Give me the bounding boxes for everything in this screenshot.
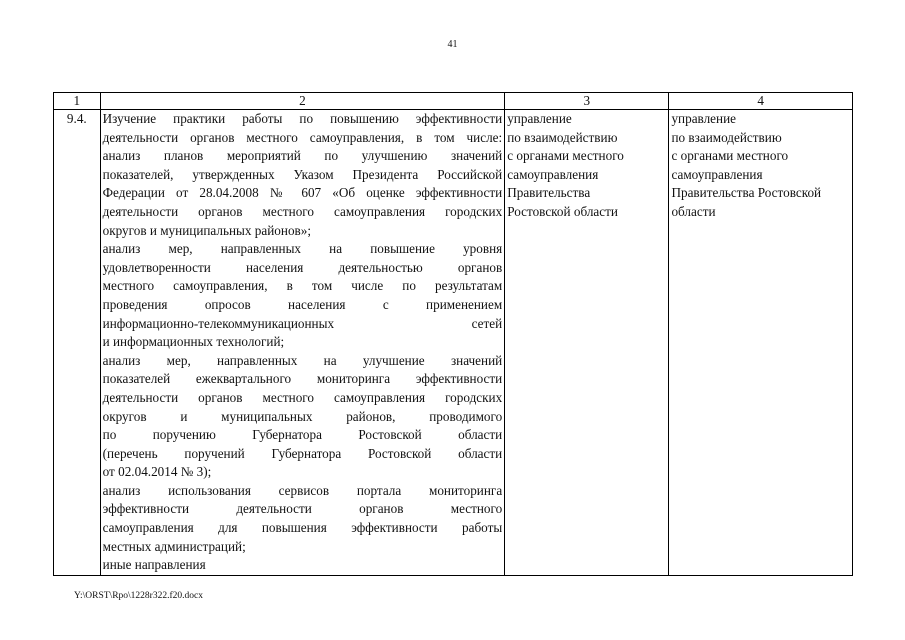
responsible-cell-4 (669, 110, 853, 576)
col4-line: области (671, 203, 716, 219)
description-line: (перечень поручений Губернатора Ростовской области (102, 445, 503, 461)
description-line: анализ планов мероприятий по улучшению значений (102, 148, 503, 164)
header-col-3: 3 (505, 93, 669, 110)
description-line: округов и муниципальных районов, проводимого (102, 408, 503, 424)
col3-line: самоуправления (507, 166, 599, 182)
description-line: самоуправления для повышения эффективности работы (102, 520, 503, 536)
footer-file-path: Y:\ORST\Rpo\1228r322.f20.docx (74, 591, 203, 601)
description-line: анализ мер, направленных на повышение уровня (102, 241, 503, 257)
header-col-1: 1 (54, 93, 101, 110)
description-line: от 02.04.2014 № 3); (102, 464, 212, 480)
description-line: Изучение практики работы по повышению эффективности (102, 111, 503, 126)
description-line: информационно-телекоммуникационных сетей (102, 315, 503, 331)
header-col-2: 2 (100, 93, 505, 110)
table-row (54, 110, 853, 576)
col3-line: управление (507, 111, 572, 126)
row-number-cell: 9.4. (54, 110, 101, 576)
description-line: местных администраций; (102, 538, 246, 554)
description-cell (100, 110, 505, 576)
description-line: удовлетворенности населения деятельностью органов (102, 259, 503, 275)
description-line: деятельности органов местного самоуправления, в том числе: (102, 129, 503, 145)
description-line: деятельности органов местного самоуправления городских (102, 203, 503, 219)
description-line: местного самоуправления, в том числе по результатам (102, 278, 503, 294)
description-line: проведения опросов населения с применением (102, 296, 503, 312)
description-line: Федерации от 28.04.2008 № 607 «Об оценке эффективности (102, 185, 503, 201)
description-line: показателей, утвержденных Указом Президента Российской (102, 166, 503, 182)
document-table (53, 92, 853, 576)
col3-line: Правительства (507, 185, 591, 201)
description-line: показателей ежеквартального мониторинга эффективности (102, 371, 503, 387)
description-line: по поручению Губернатора Ростовской области (102, 427, 503, 443)
col3-line: по взаимодействию (507, 129, 618, 145)
description-line: иные направления (102, 557, 206, 573)
col3-line: с органами местного (507, 148, 624, 164)
col4-line: по взаимодействию (671, 129, 782, 145)
description-line: эффективности деятельности органов местного (102, 501, 503, 517)
header-col-4: 4 (669, 93, 853, 110)
col4-line: с органами местного (671, 148, 789, 164)
responsible-cell-3 (505, 110, 669, 576)
description-line: и информационных технологий; (102, 334, 285, 350)
page-number: 41 (447, 39, 458, 50)
description-line: анализ использования сервисов портала мониторинга (102, 482, 503, 498)
col4-line: Правительства Ростовской (671, 185, 822, 201)
col4-line: самоуправления (671, 166, 763, 182)
col4-line: управление (671, 111, 737, 126)
table-header-row (54, 93, 853, 110)
description-line: анализ мер, направленных на улучшение значений (102, 352, 503, 368)
col3-line: Ростовской области (507, 203, 618, 219)
description-line: деятельности органов местного самоуправления городских (102, 389, 503, 405)
description-line: округов и муниципальных районов»; (102, 222, 312, 238)
